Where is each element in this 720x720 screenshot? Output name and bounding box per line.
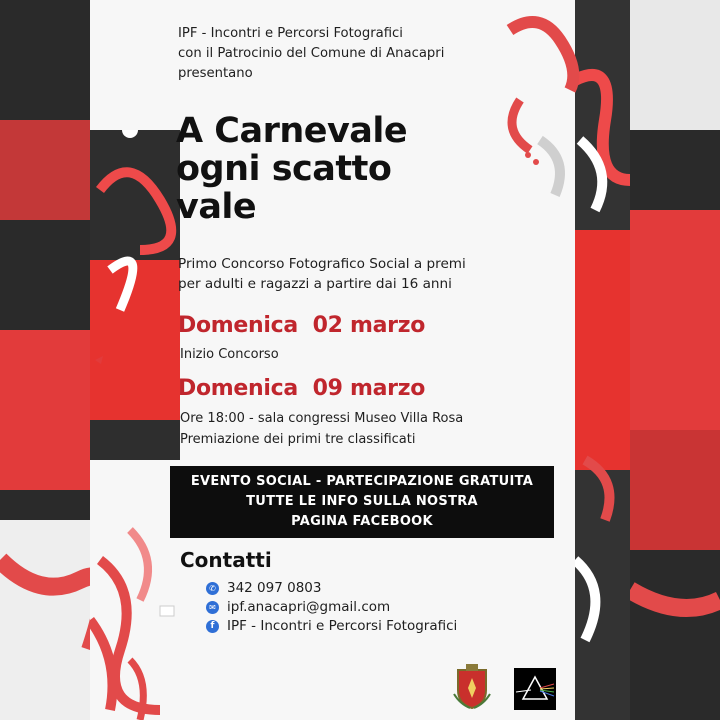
facebook-text: IPF - Incontri e Percorsi Fotografici (227, 618, 458, 634)
email-icon: ✉ (206, 601, 219, 614)
info-banner (170, 466, 554, 538)
title-line-3: vale (176, 187, 257, 227)
event-note-2b: Premiazione dei primi tre classificati (180, 432, 416, 447)
organizer-line-2: con il Patrocinio del Comune di Anacapri (178, 46, 445, 61)
event-note-1: Inizio Concorso (180, 347, 279, 362)
title-line-2: ogni scatto (176, 149, 392, 189)
confetti-top-right (500, 10, 580, 200)
banner-line-2: TUTTE LE INFO SULLA NOSTRA (246, 494, 478, 509)
event-note-2a: Ore 18:00 - sala congressi Museo Villa Rosa (180, 411, 464, 426)
contact-email[interactable] (206, 599, 390, 615)
banner-line-1: EVENTO SOCIAL - PARTECIPAZIONE GRATUITA (190, 474, 534, 489)
decorative-band-right (575, 0, 630, 720)
event-date-1: Domenica 02 marzo (178, 313, 426, 338)
email-text: ipf.anacapri@gmail.com (227, 599, 391, 615)
ipf-logo (514, 668, 556, 710)
comune-crest-logo (452, 664, 492, 710)
organizer-text (178, 24, 444, 84)
contact-facebook[interactable] (206, 618, 457, 634)
banner-line-3: PAGINA FACEBOOK (291, 514, 433, 529)
event-date-2: Domenica 09 marzo (178, 376, 426, 401)
organizer-line-3: presentano (178, 66, 253, 81)
background-right (630, 0, 720, 720)
confetti-bottom-left (90, 600, 190, 720)
background-left (0, 0, 90, 720)
poster (90, 0, 630, 720)
subtitle-line-2: per adulti e ragazzi a partire dai 16 anni (178, 276, 452, 292)
contacts-title: Contatti (180, 548, 272, 572)
organizer-line-1: IPF - Incontri e Percorsi Fotografici (178, 26, 403, 41)
subtitle (178, 254, 466, 294)
page-title (176, 112, 407, 226)
phone-icon: ✆ (206, 582, 219, 595)
contact-phone[interactable] (206, 580, 321, 596)
facebook-icon: f (206, 620, 219, 633)
title-line-1: A Carnevale (176, 111, 408, 151)
subtitle-line-1: Primo Concorso Fotografico Social a premi (178, 256, 466, 272)
phone-text: 342 097 0803 (227, 580, 322, 596)
event-notes-2 (180, 408, 463, 450)
